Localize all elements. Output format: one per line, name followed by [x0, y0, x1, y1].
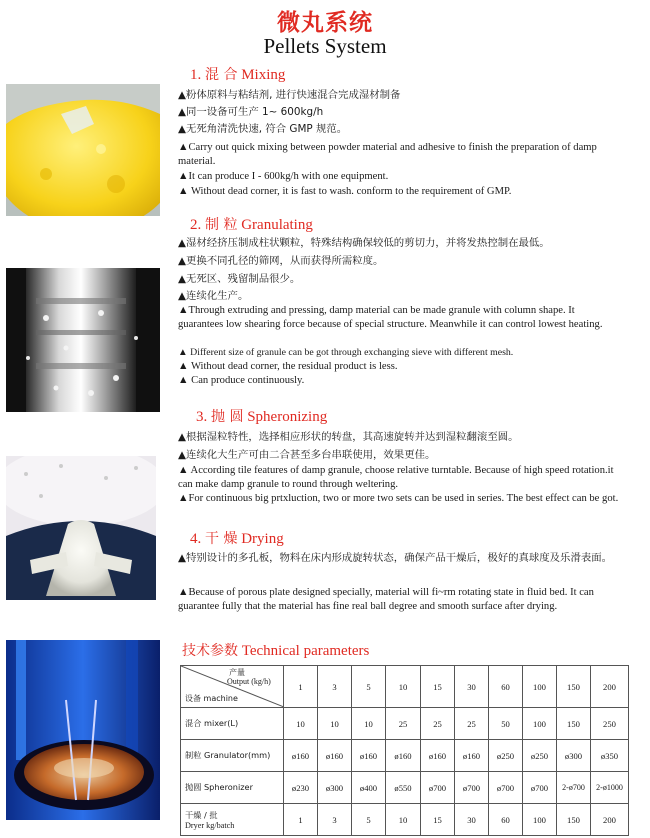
- table-cell: 50: [489, 708, 523, 740]
- table-cell: 2-ø700: [557, 772, 591, 804]
- section-mixing-title: [190, 64, 285, 84]
- mixing-title-en: Mixing: [241, 67, 286, 83]
- table-cell: 25: [421, 708, 455, 740]
- output-cell: 200: [591, 666, 629, 708]
- table-cell: 150: [557, 708, 591, 740]
- granulating-title-en: Granulating: [241, 217, 313, 233]
- table-cell: ø250: [523, 740, 557, 772]
- table-cell: 10: [318, 708, 352, 740]
- mixing-en-para: ▲Carry out quick mixing between powder material and adhesive to finish the preparation of damp material.: [178, 142, 597, 167]
- row-label-spheronizer: 抛圆 Spheronizer: [181, 772, 284, 804]
- table-cell: ø300: [318, 772, 352, 804]
- table-cell: ø160: [386, 740, 421, 772]
- output-cell: 1: [284, 666, 318, 708]
- granulating-en-line-2: ▲ Without dead corner, the residual product is less.: [178, 361, 398, 372]
- table-cell: 100: [523, 804, 557, 836]
- table-row: [181, 740, 629, 772]
- spheronizer-image: [6, 456, 156, 600]
- output-cell: 100: [523, 666, 557, 708]
- spheronizing-photo: [6, 456, 156, 600]
- spheronizing-en-para-1: ▲ According tile features of damp granule, choose relative turntable. Because of high speed rotation.it can make damp granule to round through weltering.: [178, 465, 614, 490]
- table-cell: ø300: [557, 740, 591, 772]
- table-cell: 150: [557, 804, 591, 836]
- table-cell: 60: [489, 804, 523, 836]
- table-cell: ø160: [421, 740, 455, 772]
- mixing-title-cn: 混 合: [205, 67, 238, 83]
- table-cell: ø550: [386, 772, 421, 804]
- granulating-line-1: ▲湿材经挤压制成柱状颗粒，特殊结构确保较低的剪切力，并将发热控制在最低。: [178, 237, 550, 249]
- tech-title: [182, 640, 369, 660]
- tech-title-en: Technical parameters: [241, 643, 370, 659]
- table-cell: 10: [284, 708, 318, 740]
- granulating-title-cn: 制 粒: [205, 217, 238, 233]
- spheronizing-line-1: ▲根据湿粒特性，选择相应形状的转盘，其高速旋转并达到湿粒翻滚至圆。: [178, 431, 519, 443]
- table-cell: 3: [318, 804, 352, 836]
- corner-machine: 设备 machine: [185, 694, 238, 703]
- table-cell: 15: [421, 804, 455, 836]
- spheronizing-line-2: ▲连续化大生产可由二合甚至多台串联使用，效果更佳。: [178, 449, 436, 461]
- table-cell: ø700: [455, 772, 489, 804]
- output-cell: 30: [455, 666, 489, 708]
- output-cell: 15: [421, 666, 455, 708]
- mixing-en-line-1: ▲It can produce I - 600kg/h with one equipment.: [178, 171, 389, 182]
- granulator-image: [6, 268, 160, 412]
- row-label-dryer: [181, 804, 284, 836]
- output-cell: 150: [557, 666, 591, 708]
- page-title-en: Pellets System: [263, 34, 387, 58]
- spheronizing-title-en: Spheronizing: [247, 409, 328, 425]
- drying-title-en: Drying: [241, 531, 284, 547]
- granulating-line-2: ▲更换不同孔径的筛网，从而获得所需粒度。: [178, 255, 384, 267]
- dryer-image: [6, 640, 160, 820]
- spheronizing-number: 3.: [196, 409, 208, 425]
- row-label-dryer-cn: 干燥 / 批: [185, 809, 218, 820]
- corner-output-cn: 产量: [229, 668, 245, 677]
- drying-title-cn: 干 燥: [205, 531, 238, 547]
- table-cell: ø160: [352, 740, 386, 772]
- granulating-line-3: ▲无死区、残留制品很少。: [178, 273, 301, 285]
- table-cell: 5: [352, 804, 386, 836]
- table-cell: ø700: [489, 772, 523, 804]
- granulating-en-line-3: ▲ Can produce continuously.: [178, 375, 305, 386]
- table-cell: 30: [455, 804, 489, 836]
- drying-en-para: ▲Because of porous plate designed specially, material will fi~rm rotating state in fluid bed. It can guarantee fully that the material has fine real ball degree and smooth surface after drying.: [178, 587, 594, 612]
- table-cell: 10: [386, 804, 421, 836]
- table-cell: ø160: [318, 740, 352, 772]
- mixing-en-line-2: ▲ Without dead corner, it is fast to wash. conform to the requirement of GMP.: [178, 186, 512, 197]
- table-row: [181, 772, 629, 804]
- table-cell: 10: [352, 708, 386, 740]
- corner-output-en: Output (kg/h): [227, 677, 271, 686]
- mixing-number: 1.: [190, 67, 202, 83]
- table-cell: 2-ø1000: [591, 772, 629, 804]
- section-granulating-title: [190, 214, 313, 234]
- output-cell: 60: [489, 666, 523, 708]
- table-corner-cell: [181, 666, 284, 708]
- table-cell: ø160: [284, 740, 318, 772]
- yellow-powder-image: [6, 84, 160, 216]
- table-cell: ø250: [489, 740, 523, 772]
- table-cell: ø350: [591, 740, 629, 772]
- output-cell: 3: [318, 666, 352, 708]
- tech-table: [180, 665, 629, 836]
- drying-photo: [6, 640, 160, 820]
- granulating-photo: [6, 268, 160, 412]
- mixing-photo: [6, 84, 160, 216]
- spheronizing-en-para-2: ▲For continuous big prtxluction, two or more two sets can be used in series. The best effect can be got.: [178, 493, 619, 504]
- granulating-en-line-1: ▲ Different size of granule can be got through exchanging sieve with different mesh.: [178, 347, 514, 358]
- tech-table-wrapper: [180, 665, 629, 836]
- table-row: [181, 804, 629, 836]
- row-label-granulator: 制粒 Granulator(mm): [181, 740, 284, 772]
- table-header-row: [181, 666, 629, 708]
- table-cell: ø160: [455, 740, 489, 772]
- tech-title-cn: 技术参数: [182, 643, 238, 659]
- table-cell: ø700: [421, 772, 455, 804]
- row-label-mixer: 混合 mixer(L): [181, 708, 284, 740]
- table-cell: 1: [284, 804, 318, 836]
- granulating-line-4: ▲连续化生产。: [178, 290, 249, 302]
- table-row: [181, 708, 629, 740]
- mixing-line-3: ▲无死角清洗快速, 符合 GMP 规范。: [178, 123, 348, 135]
- table-cell: 25: [386, 708, 421, 740]
- output-cell: 5: [352, 666, 386, 708]
- mixing-line-2: ▲同一设备可生产 1~ 600kg/h: [178, 106, 324, 118]
- granulating-en-para: ▲Through extruding and pressing, damp material can be made granule with column shape. It guarantees low shearing force because of special structure. Meanwhile it can control lowest heating.: [178, 305, 603, 330]
- output-cell: 10: [386, 666, 421, 708]
- spheronizing-title-cn: 抛 圆: [211, 409, 244, 425]
- section-spheronizing-title: [196, 406, 327, 426]
- drying-number: 4.: [190, 531, 202, 547]
- section-drying-title: [190, 528, 284, 548]
- granulating-number: 2.: [190, 217, 202, 233]
- table-cell: 250: [591, 708, 629, 740]
- table-cell: 25: [455, 708, 489, 740]
- mixing-line-1: ▲粉体原料与粘结剂, 进行快速混合完成湿材制备: [178, 89, 401, 101]
- table-cell: ø230: [284, 772, 318, 804]
- table-cell: ø400: [352, 772, 386, 804]
- table-cell: 200: [591, 804, 629, 836]
- drying-cn-para: ▲特别设计的多孔板，物料在床内形成旋转状态，确保产品干燥后，极好的真球度及乐滑表面。: [178, 552, 613, 564]
- page-title-cn: 微丸系统: [277, 10, 373, 36]
- row-label-dryer-en: Dryer kg/batch: [185, 820, 235, 830]
- table-cell: 100: [523, 708, 557, 740]
- table-cell: ø700: [523, 772, 557, 804]
